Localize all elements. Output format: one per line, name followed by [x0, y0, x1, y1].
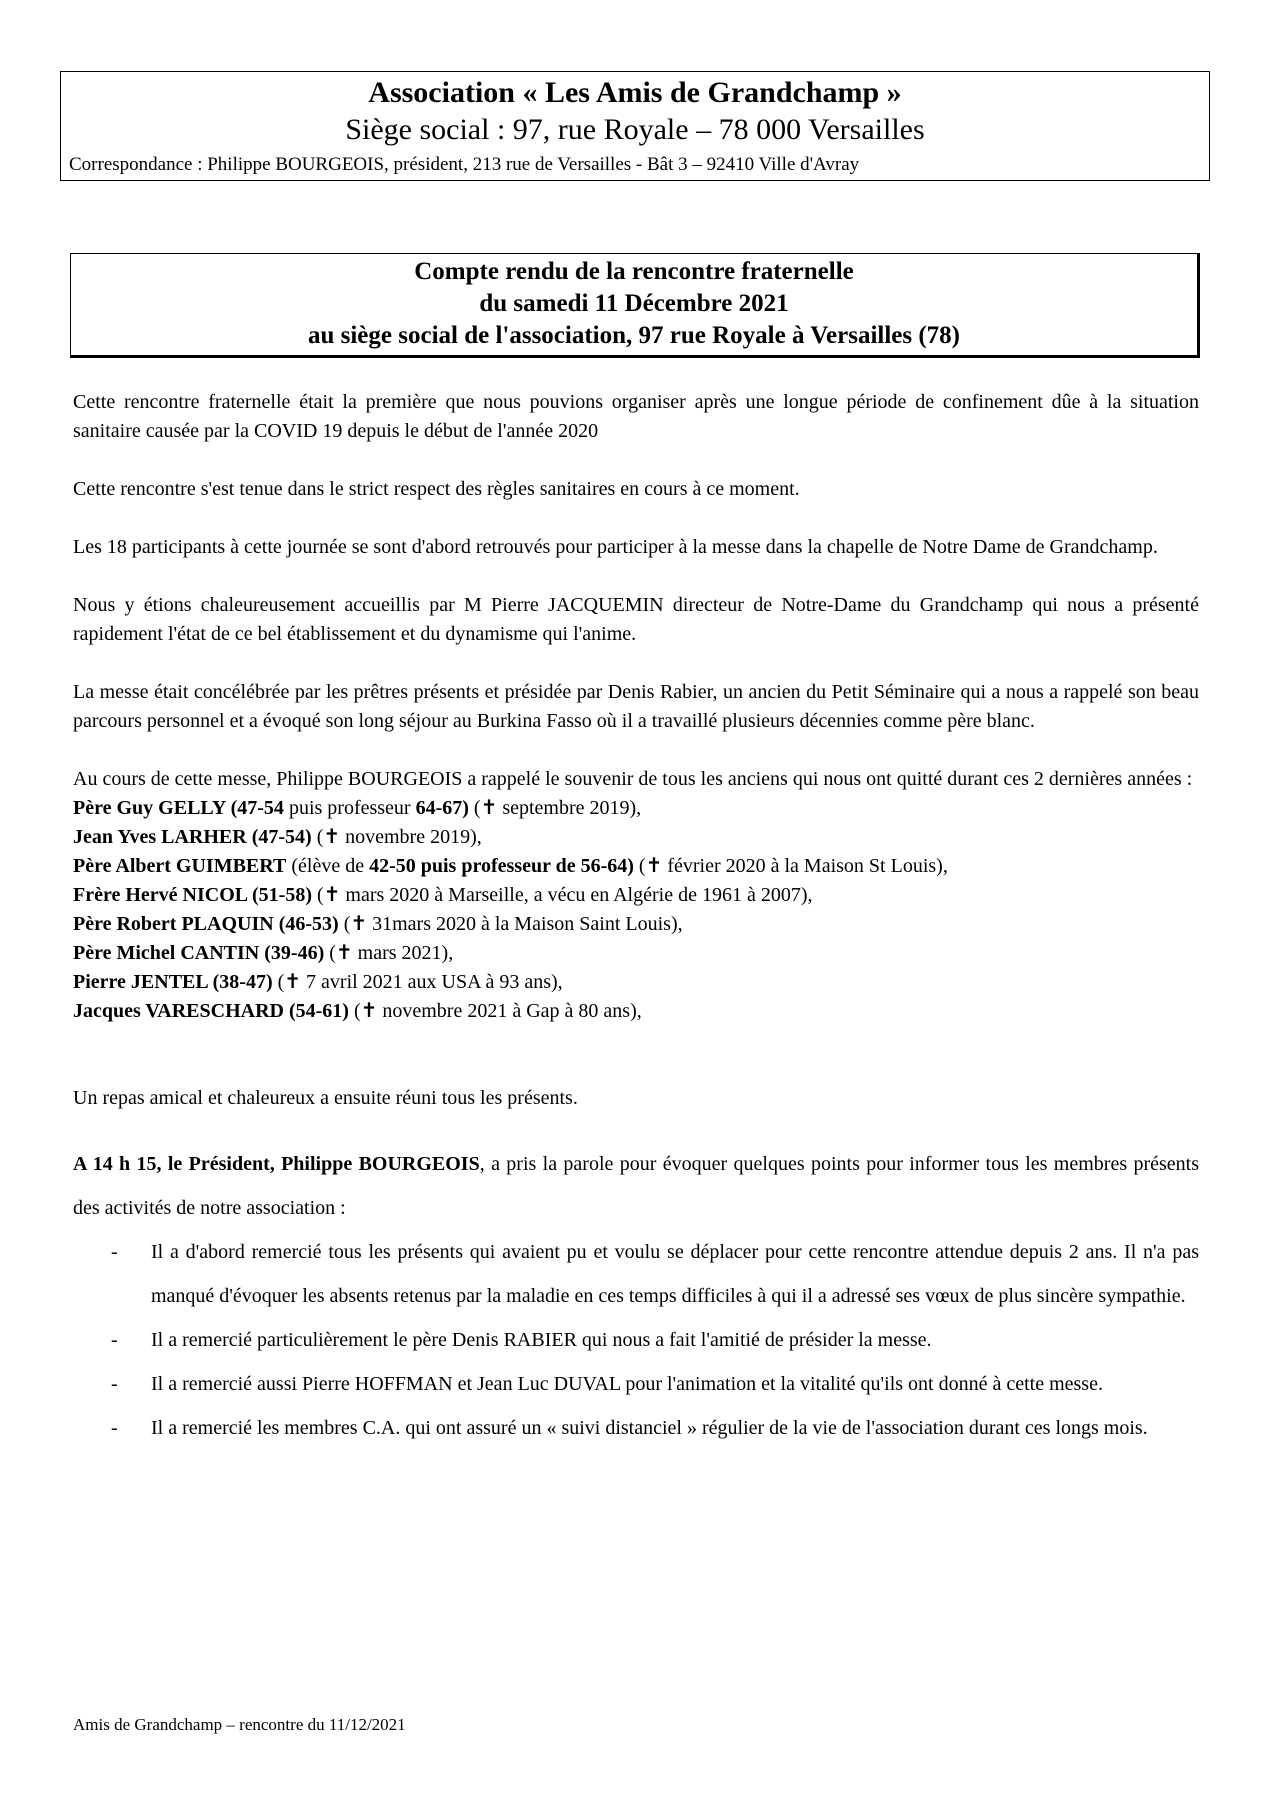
- paragraph-welcome: Nous y étions chaleureusement accueillis par M Pierre JACQUEMIN directeur de Notre-Dame du Grandchamp qui nous a présenté rapidement l'état de ce bel établissement et du dynamisme qui l'anime.: [73, 594, 1199, 645]
- report-title-line-1: Compte rendu de la rencontre fraternelle: [414, 258, 854, 285]
- paragraph-sanitary: Cette rencontre s'est tenue dans le strict respect des règles sanitaires en cours à ce moment.: [73, 478, 800, 500]
- list-item: - Il a remercié les membres C.A. qui ont assuré un « suivi distanciel » régulier de la vie de l'association durant ces longs mois.: [111, 1417, 1148, 1439]
- paragraph-memorial-intro: Au cours de cette messe, Philippe BOURGEOIS a rappelé le souvenir de tous les anciens qui nous ont quitté durant ces 2 dernières années :: [73, 768, 1193, 790]
- deceased-item: Pierre JENTEL (38-47) (✝ 7 avril 2021 aux USA à 93 ans),: [73, 971, 563, 993]
- deceased-list: [73, 794, 1199, 1026]
- page-footer: Amis de Grandchamp – rencontre du 11/12/2021: [73, 1715, 406, 1734]
- deceased-item: Père Guy GELLY (47-54 puis professeur 64-67) (✝ septembre 2019),: [73, 797, 642, 819]
- speech-points-list: [73, 1230, 1199, 1450]
- deceased-item: Père Robert PLAQUIN (46-53) (✝ 31mars 2020 à la Maison Saint Louis),: [73, 913, 683, 935]
- deceased-item: Jean Yves LARHER (47-54) (✝ novembre 2019),: [73, 826, 482, 848]
- report-body: [73, 388, 1199, 1450]
- paragraph-intro: Cette rencontre fraternelle était la première que nous pouvions organiser après une longue période de confinement dûe à la situation sanitaire causée par la COVID 19 depuis le début de l'année 2020: [73, 391, 1199, 442]
- paragraph-meal: Un repas amical et chaleureux a ensuite réuni tous les présents.: [73, 1087, 578, 1109]
- association-header: [60, 71, 1210, 181]
- list-item: - Il a remercié aussi Pierre HOFFMAN et Jean Luc DUVAL pour l'animation et la vitalité qu'ils ont donné à cette messe.: [111, 1373, 1103, 1395]
- report-title-box: [70, 253, 1200, 358]
- correspondence-address: Correspondance : Philippe BOURGEOIS, président, 213 rue de Versailles - Bât 3 – 92410 Ville d'Avray: [69, 154, 860, 175]
- report-title-line-2: du samedi 11 Décembre 2021: [479, 290, 789, 317]
- deceased-item: Père Michel CANTIN (39-46) (✝ mars 2021),: [73, 942, 454, 964]
- report-title-line-3: au siège social de l'association, 97 rue Royale à Versailles (78): [307, 322, 961, 349]
- paragraph-participants: Les 18 participants à cette journée se sont d'abord retrouvés pour participer à la messe dans la chapelle de Notre Dame de Grandchamp.: [73, 536, 1158, 558]
- deceased-item: Jacques VARESCHARD (54-61) (✝ novembre 2021 à Gap à 80 ans),: [73, 1000, 642, 1022]
- list-item: - Il a d'abord remercié tous les présents qui avaient pu et voulu se déplacer pour cette rencontre attendue depuis 2 ans. Il n'a pas manqué d'évoquer les absents retenus par la maladie en ces temps difficiles à qui il a adressé ses vœux de plus sincère sympathie.: [111, 1241, 1199, 1307]
- deceased-item: Frère Hervé NICOL (51-58) (✝ mars 2020 à Marseille, a vécu en Algérie de 1961 à 2007),: [73, 884, 813, 906]
- list-item: - Il a remercié particulièrement le père Denis RABIER qui nous a fait l'amitié de présider la messe.: [111, 1329, 932, 1351]
- association-title: Association « Les Amis de Grandchamp »: [368, 76, 902, 109]
- paragraph-mass: La messe était concélébrée par les prêtres présents et présidée par Denis Rabier, un ancien du Petit Séminaire qui a nous a rappelé son beau parcours personnel et a évoqué son long séjour au Burkina Fasso où il a travaillé plusieurs décennies comme père blanc.: [73, 681, 1199, 732]
- president-speech-intro: A 14 h 15, le Président, Philippe BOURGEOIS, a pris la parole pour évoquer quelques points pour informer tous les membres présents des activités de notre association :: [73, 1153, 1199, 1219]
- registered-office: Siège social : 97, rue Royale – 78 000 Versailles: [345, 113, 925, 146]
- deceased-item: Père Albert GUIMBERT (élève de 42-50 puis professeur de 56-64) (✝ février 2020 à la Maison St Louis),: [73, 855, 948, 877]
